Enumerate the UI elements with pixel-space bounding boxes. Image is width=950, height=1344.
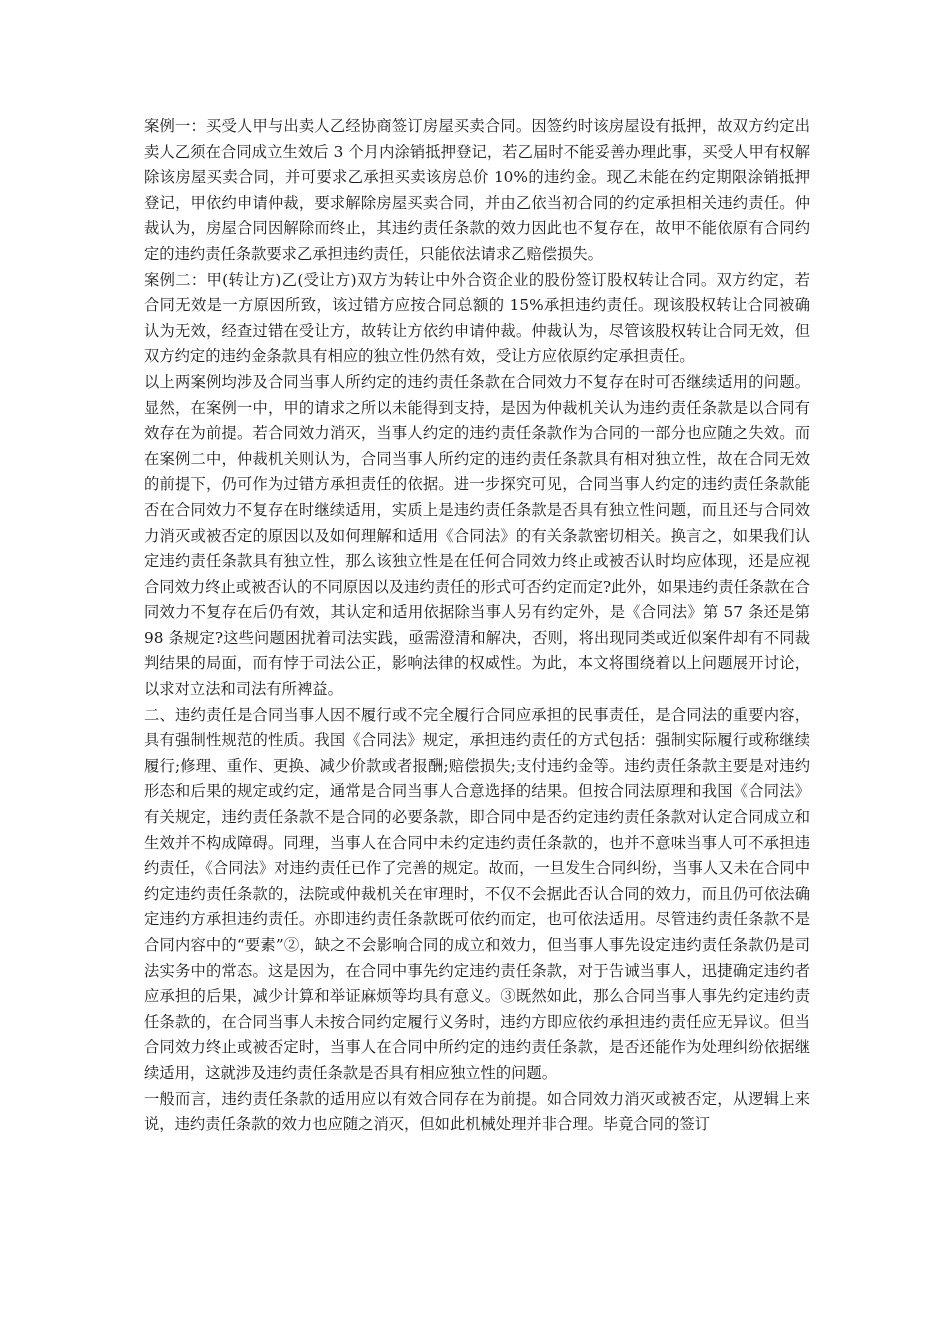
paragraph-section-two: 二、违约责任是合同当事人因不履行或不完全履行合同应承担的民事责任，是合同法的重要内容，具有强制性规范的性质。我国《合同法》规定，承担违约责任的方式包括：强制实际履行或称继续履行;修理、重作、更换、减少价款或者报酬;赔偿损失;支付违约金等。违约责任条款主要是对违约形态和后果的规定或约定，通常是合同当事人合意选择的结果。但按合同法原理和我国《合同法》有关规定，违约责任条款不是合同的必要条款，即合同中是否约定违约责任条款对认定合同成立和生效并不构成障碍。同理，当事人在合同中未约定违约责任条款的，也并不意味当事人可不承担违约责任，《合同法》对违约责任已作了完善的规定。故而，一旦发生合同纠纷，当事人又未在合同中约定违约责任条款的，法院或仲裁机关在审理时，不仅不会据此否认合同的效力，而且仍可依法确定违约方承担违约责任。亦即违约责任条款既可依约而定，也可依法适用。尽管违约责任条款不是合同内容中的“要素”②，缺之不会影响合同的成立和效力，但当事人事先设定违约责任条款仍是司法实务中的常态。这是因为，在合同中事先约定违约责任条款，对于告诫当事人，迅捷确定违约者应承担的后果，减少计算和举证麻烦等均具有意义。③既然如此，那么合同当事人事先约定违约责任条款的，在合同当事人未按合同约定履行义务时，违约方即应依约承担违约责任应无异议。但当合同效力终止或被否定时，当事人在合同中所约定的违约责任条款，是否还能作为处理纠纷依据继续适用，这就涉及违约责任条款是否具有相应独立性的问题。 [144,705,810,1082]
paragraph-general: 一般而言，违约责任条款的适用应以有效合同存在为前提。如合同效力消灭或被否定，从逻辑上来说，违约责任条款的效力也应随之消灭，但如此机械处理并非合理。毕竟合同的签订 [144,1089,810,1134]
paragraph-case-one: 案例一：买受人甲与出卖人乙经协商签订房屋买卖合同。因签约时该房屋设有抵押，故双方约定出卖人乙须在合同成立生效后 3 个月内涂销抵押登记，若乙届时不能妥善办理此事，买受人甲有权解除该房屋买卖合同，并可要求乙承担买卖该房总价 10%的违约金。现乙未能在约定期限涂销抵押登记，甲依约申请仲裁，要求解除房屋买卖合同，并由乙依当初合同的约定承担相关违约责任。仲裁认为，房屋合同因解除而终止，其违约责任条款的效力因此也不复存在，故甲不能依原有合同约定的违约责任条款要求乙承担违约责任，只能依法请求乙赔偿损失。 [144,117,810,263]
document-page [144,114,810,1138]
paragraph-analysis: 以上两案例均涉及合同当事人所约定的违约责任条款在合同效力不复存在时可否继续适用的问题。显然，在案例一中，甲的请求之所以未能得到支持，是因为仲裁机关认为违约责任条款是以合同有效存在为前提。若合同效力消灭，当事人约定的违约责任条款作为合同的一部分也应随之失效。而在案例二中，仲裁机关则认为，合同当事人所约定的违约责任条款具有相对独立性，故在合同无效的前提下，仍可作为过错方承担责任的依据。进一步探究可见，合同当事人约定的违约责任条款能否在合同效力不复存在时继续适用，实质上是违约责任条款是否具有独立性问题，而且还与合同效力消灭或被否定的原因以及如何理解和适用《合同法》的有关条款密切相关。换言之，如果我们认定违约责任条款具有独立性，那么该独立性是在任何合同效力终止或被否认时均应体现，还是应视合同效力终止或被否认的不同原因以及违约责任的形式可否约定而定?此外，如果违约责任条款在合同效力不复存在后仍有效，其认定和适用依据除当事人另有约定外，是《合同法》第 57 条还是第 98 条规定?这些问题困扰着司法实践，亟需澄清和解决，否则，将出现同类或近似案件却有不同裁判结果的局面，而有悖于司法公正，影响法律的权威性。为此，本文将围绕着以上问题展开讨论，以求对立法和司法有所裨益。 [144,372,810,699]
paragraph-case-two: 案例二：甲(转让方)乙(受让方)双方为转让中外合资企业的股份签订股权转让合同。双方约定，若合同无效是一方原因所致，该过错方应按合同总额的 15%承担违约责任。现该股权转让合同被确认为无效，经查过错在受让方，故转让方依约申请仲裁。仲裁认为，尽管该股权转让合同无效，但双方约定的违约金条款具有相应的独立性仍然有效，受让方应依原约定承担责任。 [144,270,810,366]
